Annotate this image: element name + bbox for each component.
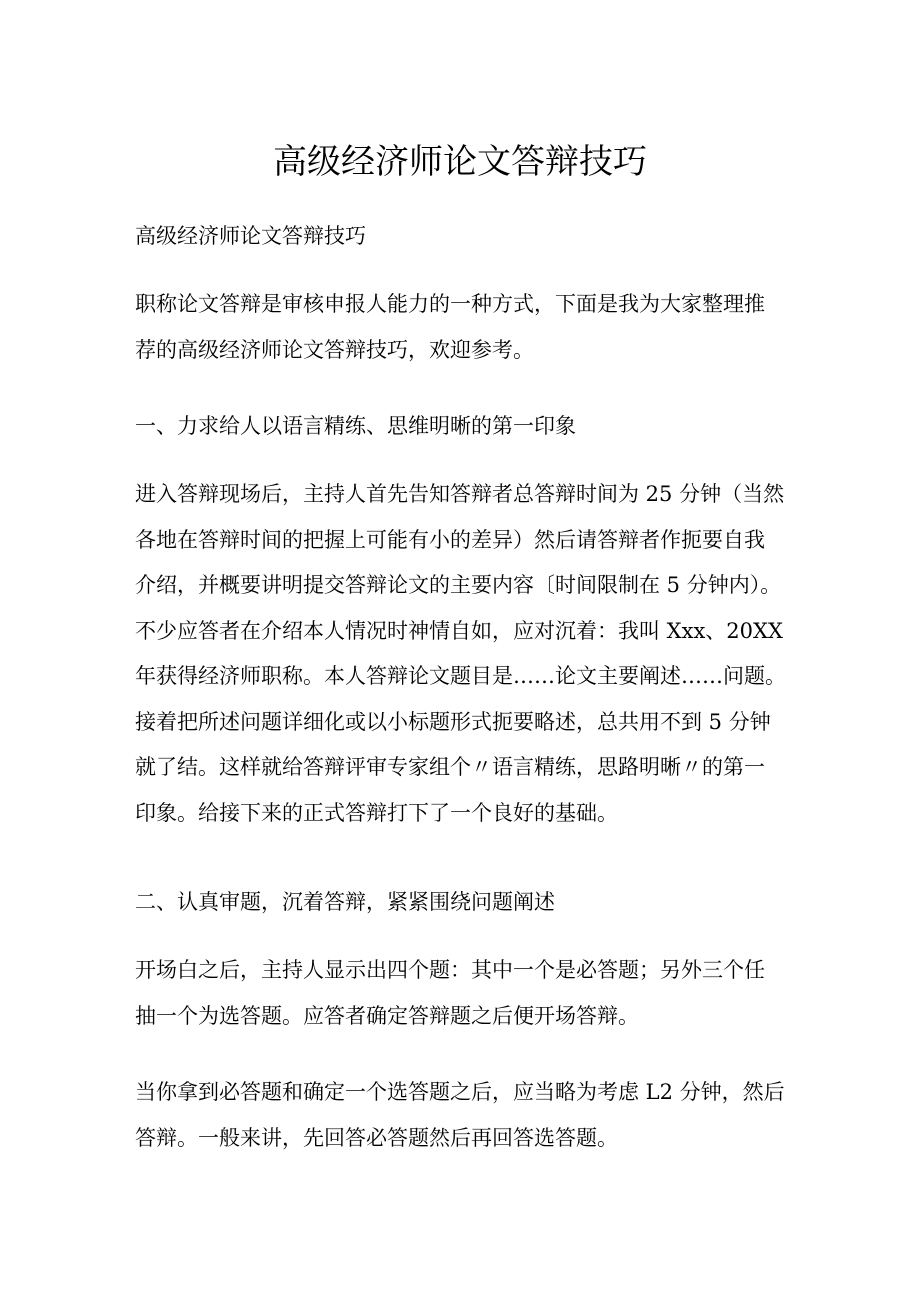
body-line: 各地在答辩时间的把握上可能有小的差异）然后请答辩者作扼要自我 bbox=[135, 527, 765, 552]
section-2-paragraph bbox=[135, 948, 795, 1039]
body-line: 年获得经济师职称。本人答辩论文题目是……论文主要阐述……问题。 bbox=[135, 664, 786, 688]
intro-line: 职称论文答辩是审核申报人能力的一种方式，下面是我为大家整理推 bbox=[135, 292, 765, 316]
section-heading-2: 二、认真审题，沉着答辩，紧紧围绕问题阐述 bbox=[135, 890, 555, 914]
body-line: 就了结。这样就给答辩评审专家组个〃语言精练，思路明晰〃的第一 bbox=[135, 755, 765, 779]
intro-paragraph bbox=[135, 282, 795, 373]
body-line: 开场白之后，主持人显示出四个题：其中一个是必答题；另外三个任 bbox=[135, 958, 765, 982]
section-2-paragraph-2 bbox=[135, 1070, 795, 1161]
body-line: 进入答辩现场后，主持人首先告知答辩者总答辩时间为 25 分钟（当然 bbox=[135, 482, 785, 506]
body-line: 介绍，并概要讲明提交答辩论文的主要内容〔时间限制在 5 分钟内）。 bbox=[135, 573, 782, 597]
body-line: 抽一个为选答题。应答者确定答辩题之后便开场答辩。 bbox=[135, 1003, 639, 1028]
section-1-paragraph bbox=[135, 472, 795, 836]
body-line: 印象。给接下来的正式答辩打下了一个良好的基础。 bbox=[135, 800, 618, 825]
section-heading-1: 一、力求给人以语言精练、思维明晰的第一印象 bbox=[135, 414, 576, 438]
body-line: 答辩。一般来讲，先回答必答题然后再回答选答题。 bbox=[135, 1125, 618, 1150]
body-line: 当你拿到必答题和确定一个选答题之后，应当略为考虑 L2 分钟，然后 bbox=[135, 1080, 785, 1104]
body-line: 接着把所述问题详细化或以小标题形式扼要略述，总共用不到 5 分钟 bbox=[135, 709, 771, 734]
intro-line: 荐的高级经济师论文答辩技巧，欢迎参考。 bbox=[135, 337, 534, 362]
document-title: 高级经济师论文答辩技巧 bbox=[273, 142, 647, 182]
body-line: 不少应答者在介绍本人情况时神情自如，应对沉着：我叫 Xxx、20XX bbox=[135, 618, 783, 643]
document-subtitle: 高级经济师论文答辩技巧 bbox=[135, 224, 366, 248]
